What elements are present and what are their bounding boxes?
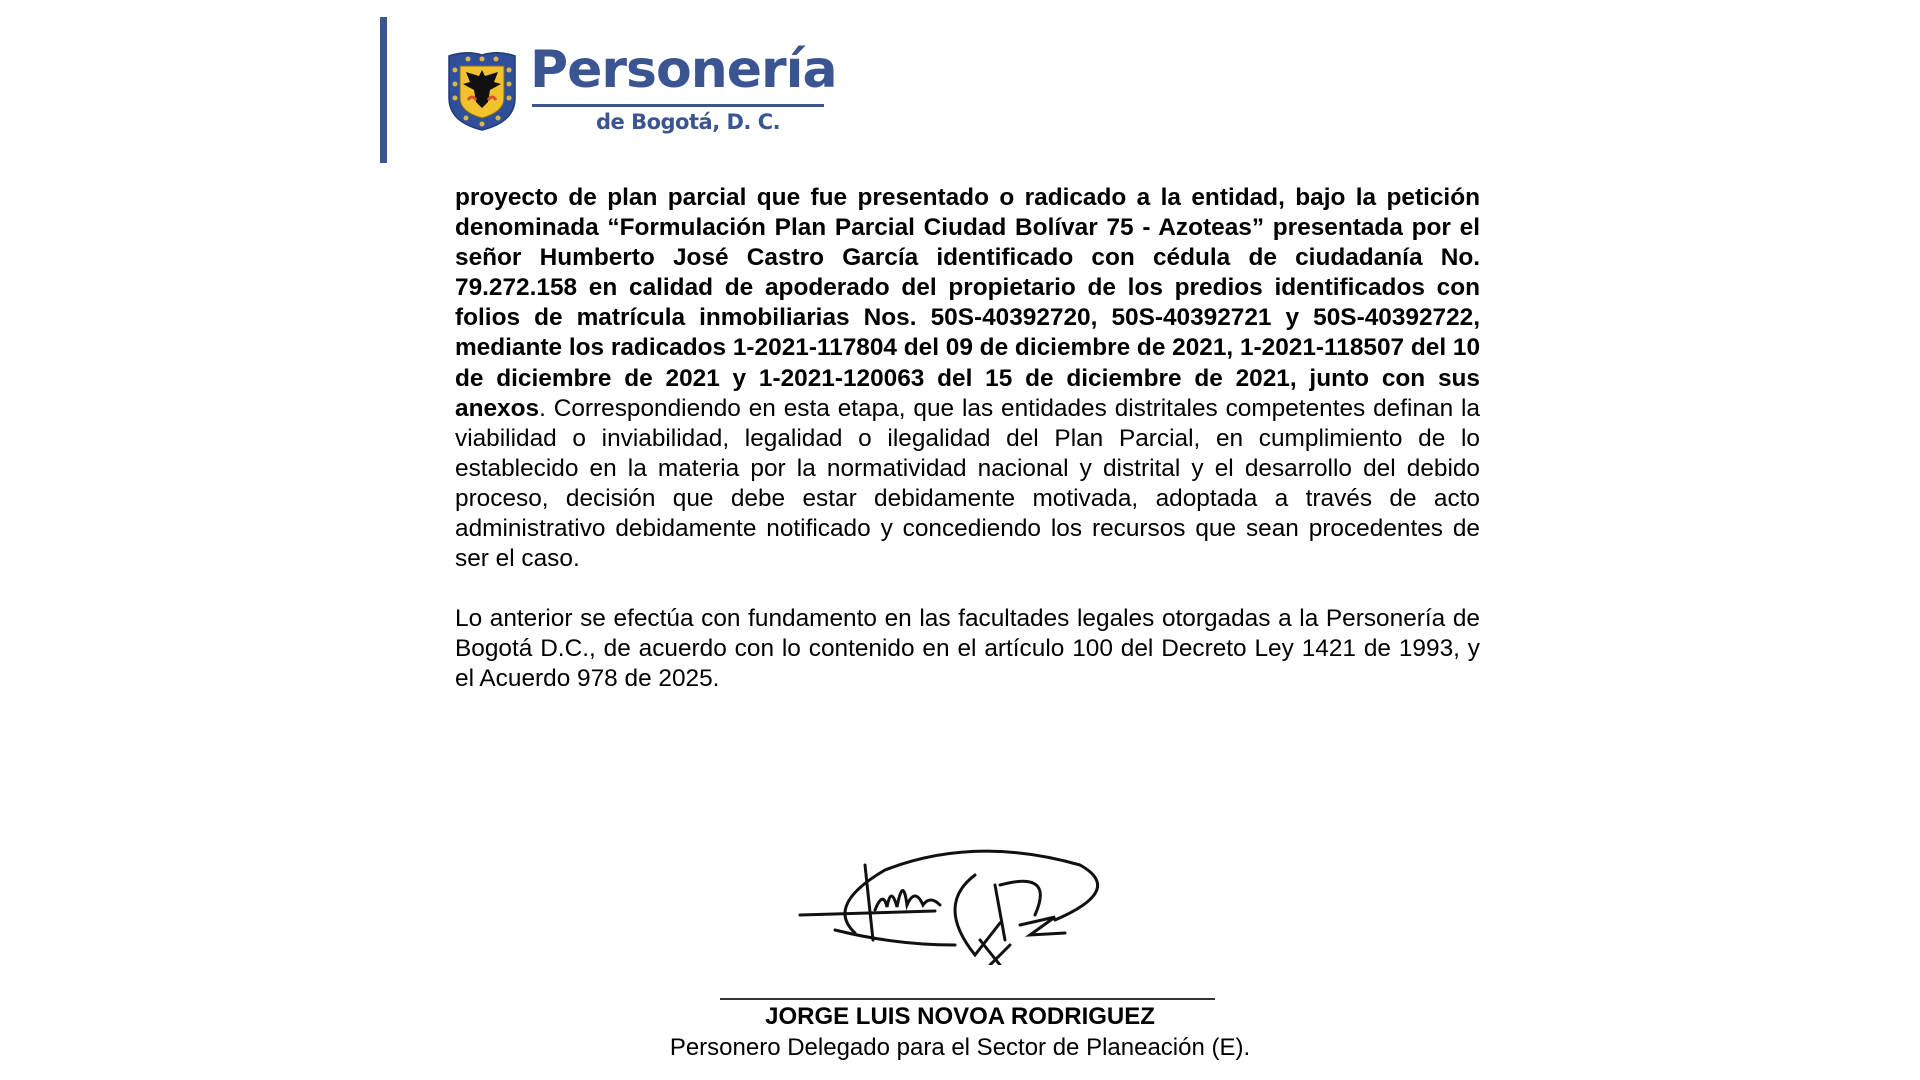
bogota-coat-of-arms-icon xyxy=(446,50,518,132)
brand-underline xyxy=(532,104,824,107)
signature-line xyxy=(720,998,1215,1000)
document-body xyxy=(455,183,1480,725)
brand-name: Personería xyxy=(530,40,837,100)
handwritten-signature xyxy=(795,845,1115,965)
signer-name: JORGE LUIS NOVOA RODRIGUEZ xyxy=(765,1003,1155,1030)
personeria-logo xyxy=(446,40,837,143)
brand-subtitle: de Bogotá, D. C. xyxy=(596,110,781,134)
paragraph-1 xyxy=(455,183,1480,574)
paragraph-1-regular: . Correspondiendo en esta etapa, que las entidades distritales competentes definan la viabilidad o inviabilidad, legalidad o ilegalidad del Plan Parcial, en cumplimiento de lo establecido en la materia por la normatividad nacional y distrital y el desarrollo del debido proceso, decisión que debe estar debidamente motivada, adoptada a través de acto administrativo debidamente notificado y concediendo los recursos que sean procedentes de ser el caso. xyxy=(455,394,1480,573)
header-accent-bar xyxy=(380,17,387,163)
paragraph-2: Lo anterior se efectúa con fundamento en las facultades legales otorgadas a la Personería de Bogotá D.C., de acuerdo con lo contenido en el artículo 100 del Decreto Ley 1421 de 1993, y el Acuerdo 978 de 2025. xyxy=(455,605,1480,693)
signer-role: Personero Delegado para el Sector de Planeación (E). xyxy=(669,1034,1251,1061)
paragraph-1-bold: proyecto de plan parcial que fue presentado o radicado a la entidad, bajo la petición denominada “Formulación Plan Parcial Ciudad Bolívar 75 - Azoteas” presentada por el señor Humberto José Castro García identificado con cédula de ciudadanía No. 79.272.158 en calidad de apoderado del propietario de los predios identificados con folios de matrícula inmobiliarias Nos. 50S-40392720, 50S-40392721 y 50S-40392722, mediante los radicados 1-2021-117804 del 09 de diciembre de 2021, 1-2021-118507 del 10 de diciembre de 2021 y 1-2021-120063 del 15 de diciembre de 2021, junto con sus anexos xyxy=(455,184,1481,422)
